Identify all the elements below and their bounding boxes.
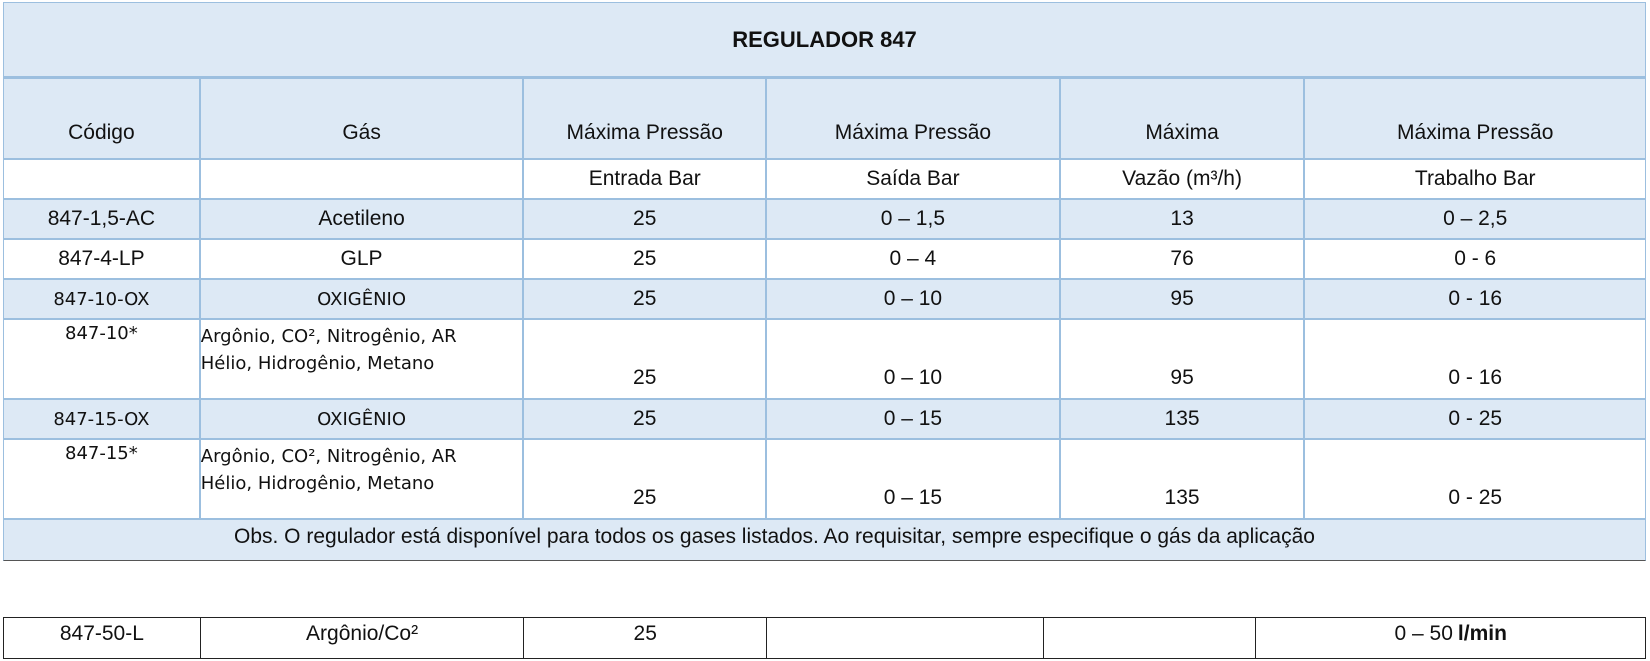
cell-saida: 0 – 10 [767,280,1061,318]
cell-entrada: 25 [524,280,767,318]
regulator-table [3,2,1646,561]
cell-code: 847-50-L [4,618,201,658]
cell-vazao: 95 [1061,320,1306,398]
table-row [3,320,1646,400]
cell-vazao [1044,618,1257,658]
cell-saida: 0 – 15 [767,400,1061,438]
subheader-gas [201,160,525,198]
cell-gas: Argônio/Co² [201,618,525,658]
cell-trabalho: 0 - 25 [1448,486,1503,509]
cell-entrada: 25 [524,618,767,658]
cell-trabalho: 0 - 25 [1448,407,1503,430]
cell-code: 847-10* [4,320,201,398]
cell-gas: OXIGÊNIO [201,400,525,438]
cell-trabalho: 0 - 16 [1448,287,1503,310]
table-title: REGULADOR 847 [3,2,1646,79]
cell-code: 847-15-OX [4,400,201,438]
subheader-trabalho: Trabalho Bar [1414,167,1536,190]
cell-entrada: 25 [524,320,767,398]
cell-gas [201,320,525,398]
cell-vazao: 135 [1061,440,1306,518]
cell-gas: OXIGÊNIO [201,280,525,318]
cell-saida: 0 – 15 [767,440,1061,518]
table-row [3,440,1646,520]
subheader-vazao: Vazão (m³/h) [1061,160,1306,198]
cell-gas: Acetileno [201,200,525,238]
header-max-pressao-trabalho: Máxima Pressão [1397,121,1554,144]
cell-entrada: 25 [524,440,767,518]
cell-gas [201,440,525,518]
cell-saida [767,618,1044,658]
table-row [3,200,1646,240]
cell-saida: 0 – 10 [767,320,1061,398]
cell-entrada: 25 [524,200,767,238]
subheader-row [3,160,1646,200]
cell-gas: GLP [201,240,525,278]
table-row [3,240,1646,280]
gas-line-2: Hélio, Hidrogênio, Metano [200,473,435,494]
cell-saida: 0 – 4 [767,240,1061,278]
cell-entrada: 25 [524,240,767,278]
header-gas: Gás [201,79,525,158]
header-max-pressao-entrada: Máxima Pressão [524,79,767,158]
header-codigo: Código [4,79,201,158]
cell-code: 847-4-LP [4,240,201,278]
table-row [3,400,1646,440]
cell-code: 847-15* [4,440,201,518]
observation-note: Obs. O regulador está disponível para todos os gases listados. Ao requisitar, sempre especifique o gás da aplicação [3,520,1646,561]
cell-trabalho: 0 – 2,5 [1443,207,1508,230]
gas-line-1: Argônio, CO², Nitrogênio, AR [200,326,457,347]
gas-line-1: Argônio, CO², Nitrogênio, AR [200,446,457,467]
header-max-vazao: Máxima [1061,79,1306,158]
cell-vazao: 95 [1061,280,1306,318]
cell-vazao: 13 [1061,200,1306,238]
cell-code: 847-1,5-AC [4,200,201,238]
bottom-table-row [3,617,1646,659]
subheader-codigo [4,160,201,198]
cell-saida: 0 – 1,5 [767,200,1061,238]
cell-trabalho: 0 - 6 [1454,247,1497,270]
header-row [3,79,1646,160]
header-max-pressao-saida: Máxima Pressão [767,79,1061,158]
cell-vazao: 76 [1061,240,1306,278]
trabalho-value: 0 – 50 [1394,622,1453,645]
gas-line-2: Hélio, Hidrogênio, Metano [200,353,435,374]
cell-vazao: 135 [1061,400,1306,438]
cell-code: 847-10-OX [4,280,201,318]
cell-trabalho: 0 - 16 [1448,366,1503,389]
subheader-entrada: Entrada Bar [524,160,767,198]
cell-entrada: 25 [524,400,767,438]
table-row [3,280,1646,320]
trabalho-unit: l/min [1457,622,1507,645]
cell-trabalho [1256,618,1645,658]
subheader-saida: Saída Bar [767,160,1061,198]
